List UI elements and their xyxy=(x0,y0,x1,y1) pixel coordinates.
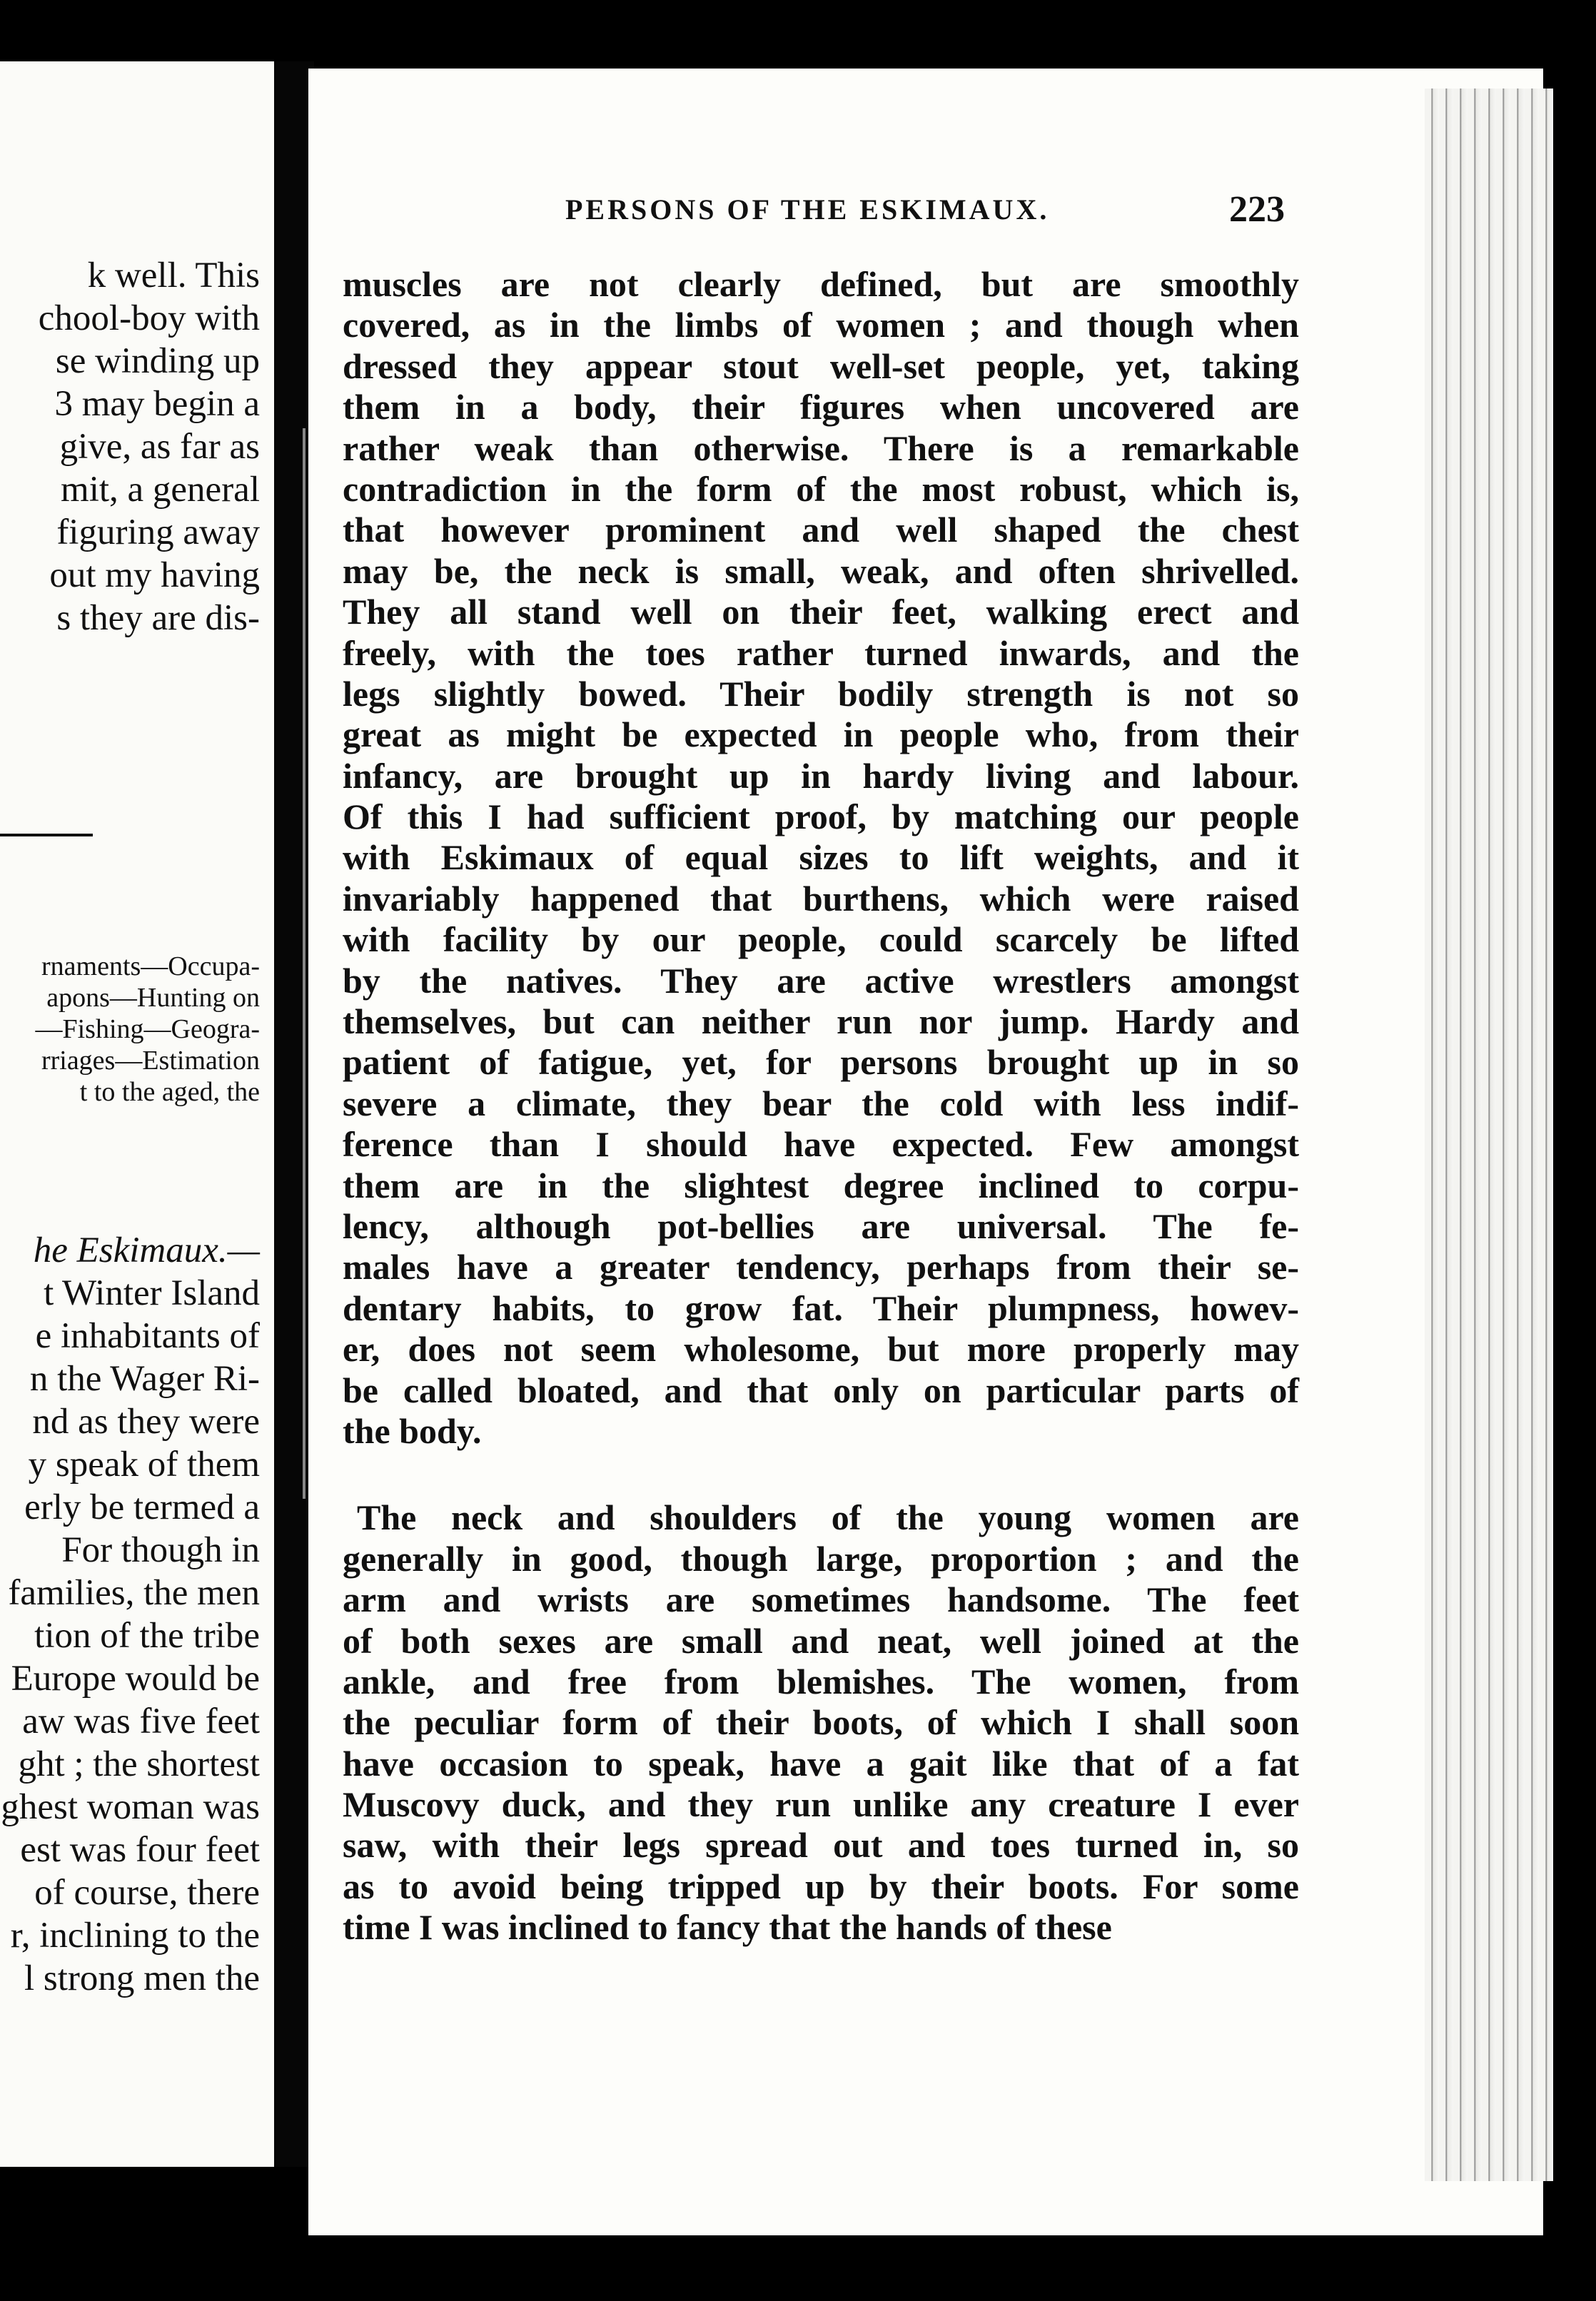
gutter-crease xyxy=(303,428,305,1499)
text-line: as to avoid being tripped up by their boots. For some xyxy=(343,1866,1299,1906)
running-head: PERSONS OF THE ESKIMAUX. xyxy=(565,193,1050,226)
text-line: lency, although pot-bellies are universal. The fe- xyxy=(343,1205,1299,1246)
text-line: saw, with their legs spread out and toes turned in, so xyxy=(343,1825,1299,1866)
left-page-line: l strong men the xyxy=(24,1958,260,1998)
left-page-line: y speak of them xyxy=(28,1445,260,1485)
left-page-line: s they are dis- xyxy=(56,598,260,638)
text-line: them in a body, their figures when uncovered are xyxy=(343,387,1299,428)
text-line: invariably happened that burthens, which were raised xyxy=(343,878,1299,919)
left-page-line: aw was five feet xyxy=(22,1701,260,1741)
left-page-line: est was four feet xyxy=(20,1830,260,1870)
text-line: the peculiar form of their boots, of which I shall soon xyxy=(343,1702,1299,1743)
text-line: legs slightly bowed. Their bodily strength is not so xyxy=(343,673,1299,714)
page-edges xyxy=(1425,88,1553,2181)
page-number: 223 xyxy=(1229,189,1285,230)
text-line: er, does not seem wholesome, but more properly may xyxy=(343,1329,1299,1370)
text-line: severe a climate, they bear the cold with less indif- xyxy=(343,1083,1299,1123)
left-page-line: t Winter Island xyxy=(44,1273,260,1313)
left-page-line: mit, a general xyxy=(61,470,260,510)
text-line: arm and wrists are sometimes handsome. The feet xyxy=(343,1579,1299,1620)
text-line: infancy, are brought up in hardy living and labour. xyxy=(343,755,1299,796)
left-page-line: out my having xyxy=(49,555,260,595)
text-line: rather weak than otherwise. There is a remarkable xyxy=(343,428,1299,468)
text-line: with Eskimaux of equal sizes to lift weights, and it xyxy=(343,837,1299,878)
left-page-line: e inhabitants of xyxy=(35,1316,260,1356)
left-page xyxy=(0,61,274,2167)
page-header xyxy=(565,189,1308,243)
left-page-line: se winding up xyxy=(55,341,260,381)
left-page-line: nd as they were xyxy=(32,1402,260,1442)
left-page-line: For though in xyxy=(61,1530,260,1570)
left-page-line: 3 may begin a xyxy=(54,384,260,424)
text-line: ankle, and free from blemishes. The women, from xyxy=(343,1661,1299,1701)
text-line: Muscovy duck, and they run unlike any creature I ever xyxy=(343,1784,1299,1825)
left-page-line: ghest woman was xyxy=(1,1787,260,1827)
text-line: Of this I had sufficient proof, by matching our people xyxy=(343,796,1299,837)
left-page-line: give, as far as xyxy=(59,427,260,467)
text-line: have occasion to speak, have a gait like that of a fat xyxy=(343,1743,1299,1784)
left-page-line: k well. This xyxy=(87,256,260,295)
body-text xyxy=(343,264,1299,1948)
left-page-line: figuring away xyxy=(56,512,260,552)
text-line: themselves, but can neither run nor jump. Hardy and xyxy=(343,1001,1299,1042)
left-page-line: chool-boy with xyxy=(38,298,260,338)
text-line: of both sexes are small and neat, well joined at the xyxy=(343,1620,1299,1661)
text-line: muscles are not clearly defined, but are smoothly xyxy=(343,264,1299,304)
text-line: patient of fatigue, yet, for persons brought up in so xyxy=(343,1042,1299,1083)
left-page-line: families, the men xyxy=(8,1573,260,1613)
contents-line: rnaments—Occupa- xyxy=(41,951,260,981)
text-line: dentary habits, to grow fat. Their plumpness, howev- xyxy=(343,1288,1299,1328)
paragraph xyxy=(343,264,1299,1452)
left-page-line: r, inclining to the xyxy=(10,1916,260,1956)
paragraph xyxy=(343,1497,1299,1948)
text-line: the body. xyxy=(343,1410,482,1451)
left-page-line: he Eskimaux.— xyxy=(33,1230,260,1270)
left-page-line: Europe would be xyxy=(11,1659,260,1699)
text-line: with facility by our people, could scarcely be lifted xyxy=(343,919,1299,960)
text-line: The neck and shoulders of the young women are xyxy=(357,1497,1299,1538)
text-line: generally in good, though large, proportion ; and the xyxy=(343,1538,1299,1579)
left-page-line: of course, there xyxy=(34,1873,260,1913)
text-line: time I was inclined to fancy that the hands of these xyxy=(343,1907,1112,1948)
text-line: They all stand well on their feet, walking erect and xyxy=(343,592,1299,632)
text-line: males have a greater tendency, perhaps from their se- xyxy=(343,1247,1299,1288)
text-line: ference than I should have expected. Few amongst xyxy=(343,1124,1299,1165)
contents-line: —Fishing—Geogra- xyxy=(35,1014,260,1044)
left-page-line: ght ; the shortest xyxy=(18,1744,260,1784)
paragraph-gap xyxy=(343,1452,1299,1497)
text-line: contradiction in the form of the most robust, which is, xyxy=(343,468,1299,509)
contents-line: rriages—Estimation xyxy=(41,1046,260,1076)
contents-line: apons—Hunting on xyxy=(46,983,260,1013)
text-line: by the natives. They are active wrestlers amongst xyxy=(343,960,1299,1001)
left-page-line: n the Wager Ri- xyxy=(29,1359,260,1399)
text-line: may be, the neck is small, weak, and often shrivelled. xyxy=(343,550,1299,591)
left-page-line: tion of the tribe xyxy=(34,1616,260,1656)
text-line: that however prominent and well shaped the chest xyxy=(343,510,1299,550)
text-line: dressed they appear stout well-set people, yet, taking xyxy=(343,345,1299,386)
left-page-line: erly be termed a xyxy=(24,1487,260,1527)
contents-line: t to the aged, the xyxy=(79,1077,260,1107)
text-line: great as might be expected in people who, from their xyxy=(343,714,1299,755)
section-rule xyxy=(0,834,93,836)
text-line: freely, with the toes rather turned inwards, and the xyxy=(343,632,1299,673)
text-line: covered, as in the limbs of women ; and though when xyxy=(343,305,1299,345)
text-line: them are in the slightest degree inclined to corpu- xyxy=(343,1165,1299,1205)
text-line: be called bloated, and that only on particular parts of xyxy=(343,1370,1299,1410)
